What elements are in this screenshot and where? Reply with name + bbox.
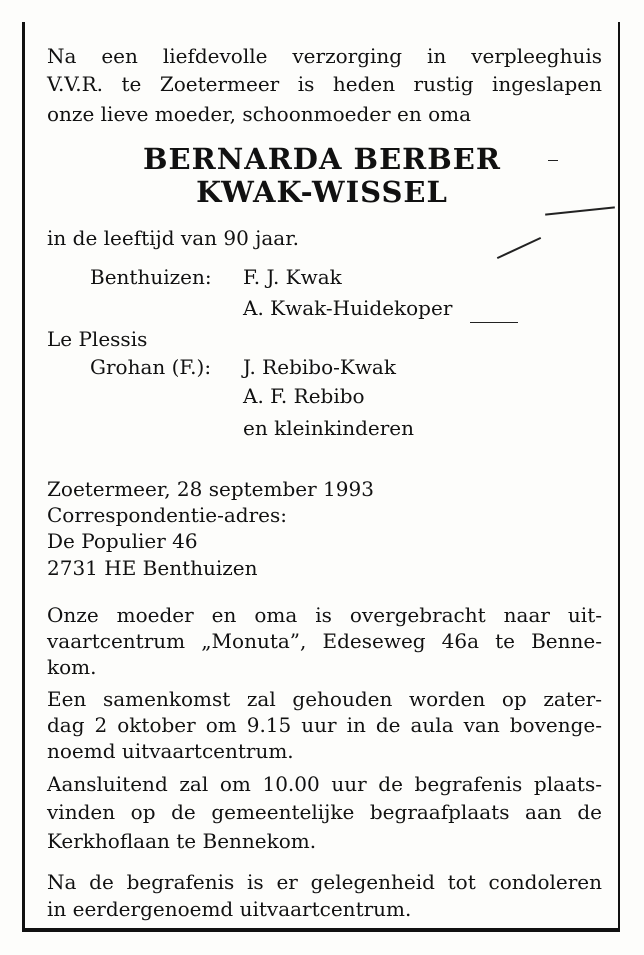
paragraph-line: Na de begrafenis is er gelegenheid tot condoleren bbox=[47, 870, 602, 894]
paragraph-line: kom. bbox=[47, 655, 97, 679]
paragraph-line: Kerkhoflaan te Bennekom. bbox=[47, 829, 317, 853]
paragraph-line: Aansluitend zal om 10.00 uur de begrafenis plaats- bbox=[47, 772, 602, 796]
family-name: F. J. Kwak bbox=[243, 265, 342, 289]
family-name: A. Kwak-Huidekoper bbox=[243, 296, 453, 320]
intro-line-2: V.V.R. te Zoetermeer is heden rustig ingeslapen bbox=[47, 72, 602, 96]
address-line: 2731 HE Benthuizen bbox=[47, 556, 258, 580]
paragraph-line: Onze moeder en oma is overgebracht naar uit- bbox=[47, 603, 602, 627]
family-label-grohan: Grohan (F.): bbox=[90, 355, 212, 379]
intro-line-1: Na een liefdevolle verzorging in verpleeghuis bbox=[47, 44, 602, 68]
deceased-name-line-1: BERNARDA BERBER bbox=[142, 142, 501, 176]
family-name: en kleinkinderen bbox=[243, 416, 415, 440]
family-name: A. F. Rebibo bbox=[243, 384, 365, 408]
paragraph-line: Een samenkomst zal gehouden worden op zater- bbox=[47, 687, 602, 711]
address-line: Zoetermeer, 28 september 1993 bbox=[47, 477, 374, 501]
scan-mark bbox=[470, 322, 518, 323]
paragraph-line: vinden op de gemeentelijke begraafplaats aan de bbox=[47, 800, 602, 824]
deceased-name-line-2: KWAK-WISSEL bbox=[196, 175, 448, 209]
paragraph-line: dag 2 oktober om 9.15 uur in de aula van bovenge- bbox=[47, 713, 602, 737]
paragraph-line: in eerdergenoemd uitvaartcentrum. bbox=[47, 897, 412, 921]
paragraph-line: noemd uitvaartcentrum. bbox=[47, 739, 294, 763]
family-label-plessis: Le Plessis bbox=[47, 327, 148, 351]
intro-line-3: onze lieve moeder, schoonmoeder en oma bbox=[47, 102, 472, 126]
scan-mark bbox=[548, 160, 558, 161]
address-line: Correspondentie-adres: bbox=[47, 503, 287, 527]
family-name: J. Rebibo-Kwak bbox=[243, 355, 396, 379]
family-label-benthuizen: Benthuizen: bbox=[90, 265, 212, 289]
paragraph-line: vaartcentrum „Monuta”, Edeseweg 46a te Benne- bbox=[47, 629, 602, 653]
address-line: De Populier 46 bbox=[47, 529, 198, 553]
age-line: in de leeftijd van 90 jaar. bbox=[47, 226, 299, 250]
